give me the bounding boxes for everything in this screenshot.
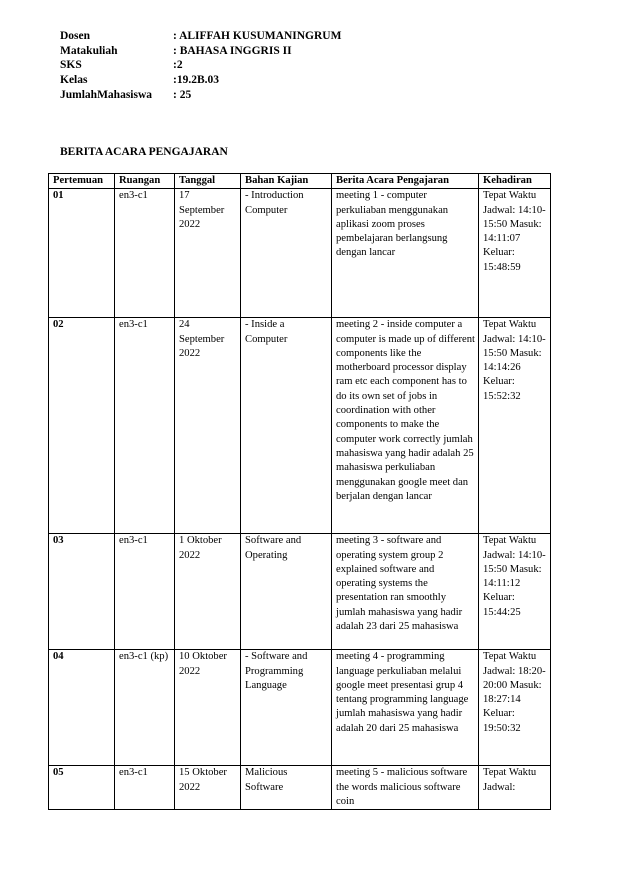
info-value: : BAHASA INGGRIS II [173, 44, 292, 57]
cell-kehadiran: Tepat Waktu Jadwal: [479, 766, 551, 810]
cell-berita-acara: meeting 2 - inside computer a computer is made up of different components like the motherboard processor display ram etc each component has to do its own set of jobs in coordination with other components to make the computer work correctly jumlah mahasiswa yang hadir adalah 25 mahasiswa perkuliaban menggunakan google meet dan berjalan dengan lancar [332, 318, 479, 534]
cell-bahan-kajian: Malicious Software [241, 766, 332, 810]
table-row [49, 318, 551, 534]
cell-tanggal: 17 September 2022 [175, 189, 241, 318]
table-row [49, 650, 551, 766]
page-title: BERITA ACARA PENGAJARAN [60, 146, 228, 158]
info-label: SKS [60, 59, 82, 72]
cell-ruangan: en3-c1 [115, 534, 175, 650]
cell-pertemuan: 04 [49, 650, 115, 766]
cell-tanggal: 10 Oktober 2022 [175, 650, 241, 766]
cell-bahan-kajian: Software and Operating [241, 534, 332, 650]
info-row-kelas [60, 73, 341, 88]
cell-tanggal: 15 Oktober 2022 [175, 766, 241, 810]
cell-bahan-kajian: - Inside a Computer [241, 318, 332, 534]
table-row [49, 534, 551, 650]
cell-kehadiran: Tepat Waktu Jadwal: 18:20-20:00 Masuk: 18:27:14 Keluar: 19:50:32 [479, 650, 551, 766]
cell-berita-acara: meeting 1 - computer perkuliaban menggunakan aplikasi zoom proses pembelajaran berlangsung dengan lancar [332, 189, 479, 318]
cell-ruangan: en3-c1 (kp) [115, 650, 175, 766]
header-kehadiran: Kehadiran [479, 174, 551, 189]
header-pertemuan: Pertemuan [49, 174, 115, 189]
cell-berita-acara: meeting 4 - programming language perkuliaban melalui google meet presentasi grup 4 tentang programming language jumlah mahasiswa yang hadir adalah 20 dari 25 mahasiswa [332, 650, 479, 766]
cell-tanggal: 24 September 2022 [175, 318, 241, 534]
cell-ruangan: en3-c1 [115, 766, 175, 810]
info-label: Matakuliah [60, 44, 118, 57]
cell-pertemuan: 02 [49, 318, 115, 534]
cell-berita-acara: meeting 3 - software and operating system group 2 explained software and operating systems the presentation ran smoothly jumlah mahasiswa yang hadir adalah 23 dari 25 mahasiswa [332, 534, 479, 650]
cell-tanggal: 1 Oktober 2022 [175, 534, 241, 650]
header-berita-acara: Berita Acara Pengajaran [332, 174, 479, 189]
cell-bahan-kajian: - Introduction Computer [241, 189, 332, 318]
info-value: : 25 [173, 88, 192, 101]
cell-berita-acara: meeting 5 - malicious software the words malicious software coin [332, 766, 479, 810]
info-row-dosen [60, 29, 341, 44]
info-value: :2 [173, 59, 183, 72]
cell-kehadiran: Tepat Waktu Jadwal: 14:10-15:50 Masuk: 14:11:07 Keluar: 15:48:59 [479, 189, 551, 318]
info-value: : ALIFFAH KUSUMANINGRUM [173, 30, 342, 42]
header-bahan-kajian: Bahan Kajian [241, 174, 332, 189]
table-header-row [49, 174, 551, 189]
table-row [49, 189, 551, 318]
info-label: Kelas [60, 74, 88, 87]
cell-ruangan: en3-c1 [115, 318, 175, 534]
cell-pertemuan: 05 [49, 766, 115, 810]
header-ruangan: Ruangan [115, 174, 175, 189]
header-tanggal: Tanggal [175, 174, 241, 189]
table-row [49, 766, 551, 810]
info-label: Dosen [60, 30, 91, 42]
cell-pertemuan: 01 [49, 189, 115, 318]
cell-kehadiran: Tepat Waktu Jadwal: 14:10-15:50 Masuk: 14:14:26 Keluar: 15:52:32 [479, 318, 551, 534]
course-info [60, 29, 341, 102]
info-value: :19.2B.03 [173, 74, 219, 87]
info-label: JumlahMahasiswa [60, 88, 153, 101]
cell-bahan-kajian: - Software and Programming Language [241, 650, 332, 766]
info-row-matakuliah [60, 44, 341, 59]
cell-kehadiran: Tepat Waktu Jadwal: 14:10-15:50 Masuk: 14:11:12 Keluar: 15:44:25 [479, 534, 551, 650]
cell-ruangan: en3-c1 [115, 189, 175, 318]
info-row-sks [60, 58, 341, 73]
teaching-record-table [48, 173, 551, 810]
cell-pertemuan: 03 [49, 534, 115, 650]
info-row-jumlah-mahasiswa [60, 88, 341, 103]
